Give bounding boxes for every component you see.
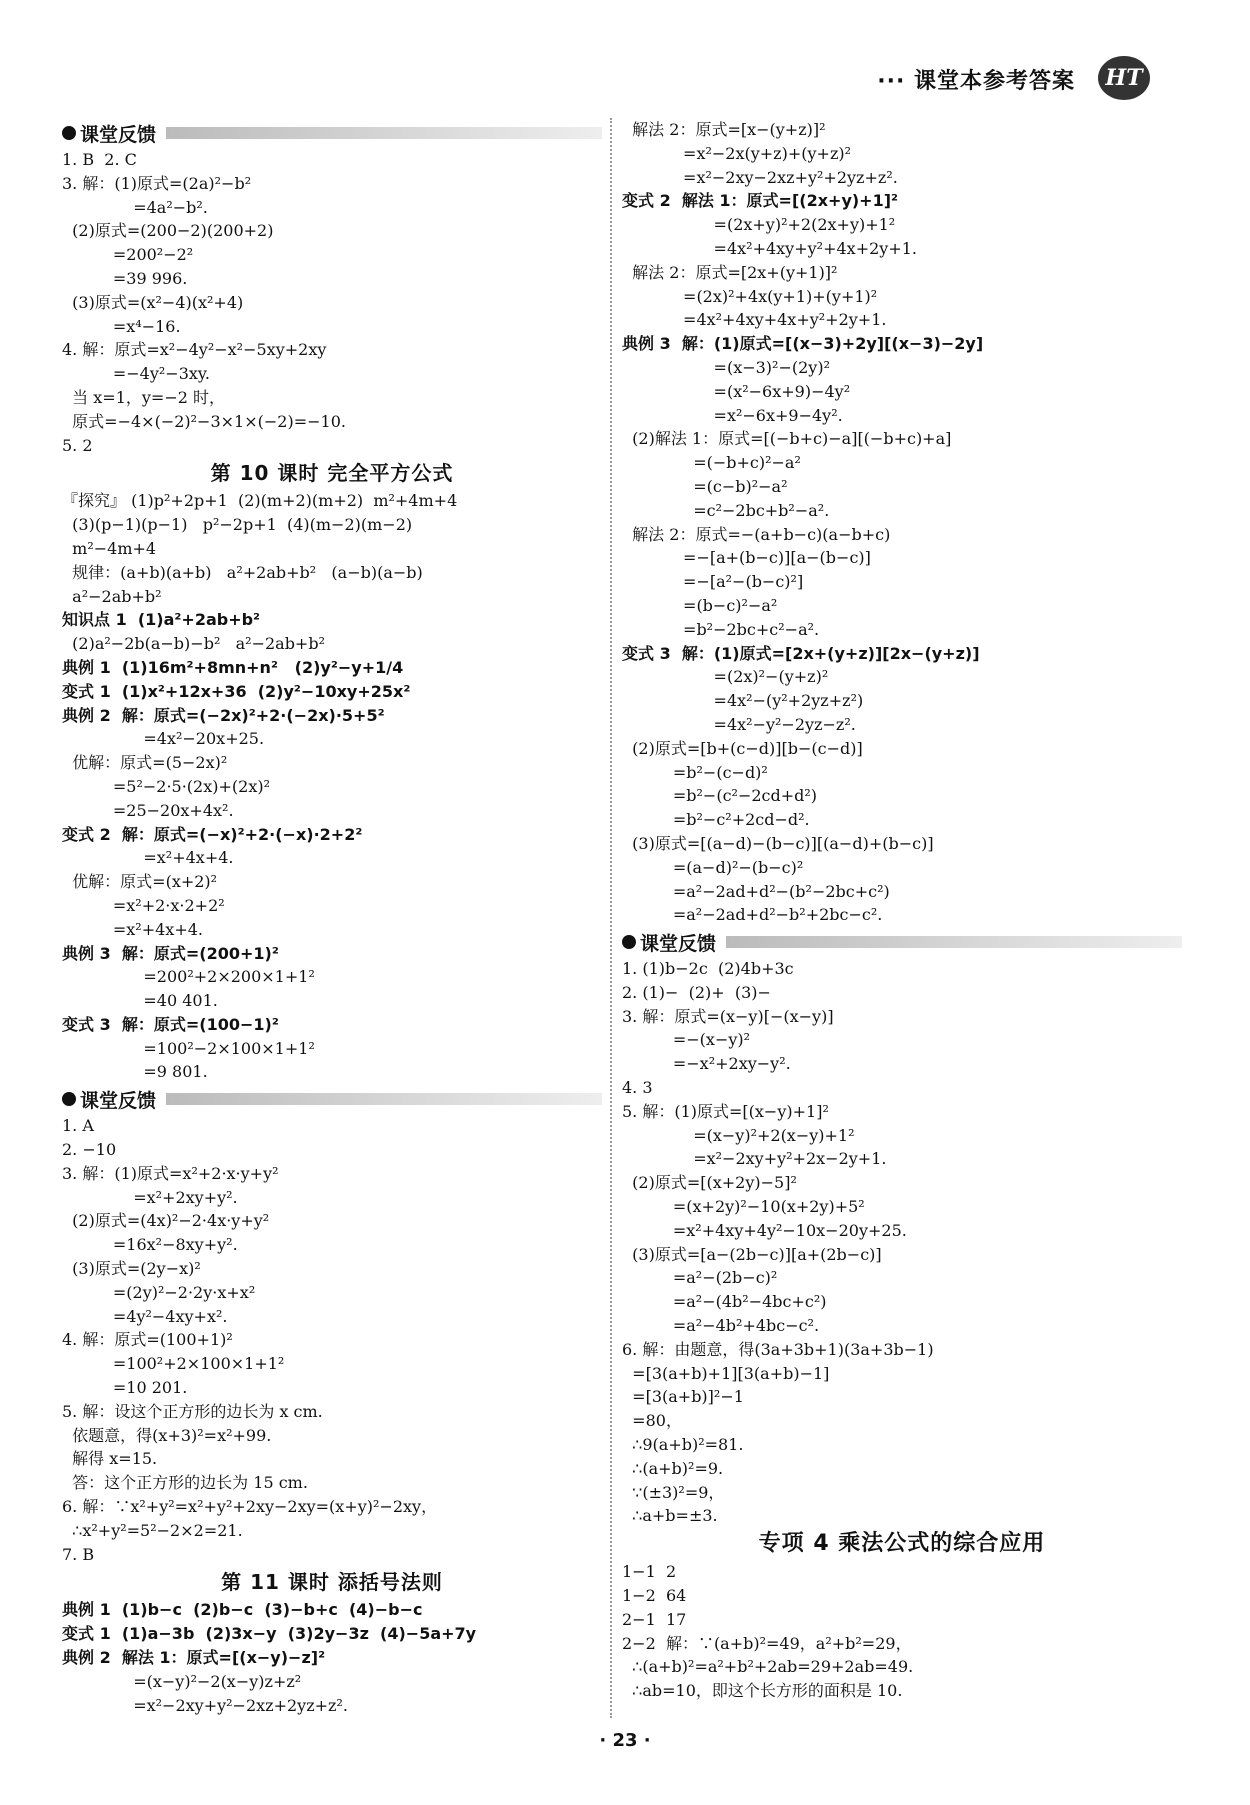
- section-bar: [166, 127, 602, 139]
- answer-line: =a²−2ad+d²−(b²−2bc+c²): [622, 881, 890, 901]
- answer-line: 5. 2: [62, 435, 93, 455]
- answer-line: =(x−3)²−(2y)²: [622, 357, 830, 377]
- answer-line: 4. 3: [622, 1078, 653, 1098]
- answer-line: =4x²−(y²+2yz+z²): [622, 691, 864, 711]
- answer-line: =−4y²−3xy.: [62, 364, 210, 384]
- answer-line: 变式 3 解：(1)原式=[2x+(y+z)][2x−(y+z)]: [622, 643, 980, 663]
- answer-line: 典例 2 解法 1：原式=[(x−y)−z]²: [62, 1648, 326, 1668]
- brand-logo-icon: HT: [1098, 56, 1150, 100]
- bullet-icon: [62, 1092, 76, 1106]
- answer-line: ∵(±3)²=9，: [622, 1482, 725, 1502]
- section-heading-text: 课堂反馈: [80, 1089, 157, 1112]
- answer-line: =4x²−y²−2yz−z².: [622, 714, 856, 734]
- answer-line: 2. −10: [62, 1140, 117, 1160]
- answer-line: =(2x)²+4x(y+1)+(y+1)²: [622, 286, 878, 306]
- answer-line: =−[a+(b−c)][a−(b−c)]: [622, 548, 871, 568]
- answer-line: =x⁴−16.: [62, 316, 181, 336]
- answer-line: 变式 2 解：原式=(−x)²+2·(−x)·2+2²: [62, 824, 363, 844]
- answer-line: 变式 3 解：原式=(100−1)²: [62, 1014, 279, 1034]
- answer-line: =(−b+c)²−a²: [622, 453, 801, 473]
- answer-line: =100²−2×100×1+1²: [62, 1038, 315, 1058]
- answer-line: =200²−2²: [62, 245, 194, 265]
- answer-line: 4. 解：原式=(100+1)²: [62, 1330, 233, 1350]
- section-bar: [166, 1093, 602, 1105]
- answer-line: ∴a+b=±3.: [622, 1506, 718, 1526]
- answer-line: =(2x+y)²+2(2x+y)+1²: [622, 215, 896, 235]
- answer-line: 答：这个正方形的边长为 15 cm.: [62, 1473, 308, 1493]
- answer-line: =a²−(4b²−4bc+c²): [622, 1292, 827, 1312]
- answer-line: =(x²−6x+9)−4y²: [622, 381, 851, 401]
- answer-line: 4. 解：原式=x²−4y²−x²−5xy+2xy: [62, 340, 327, 360]
- answer-line: 6. 解：由题意，得(3a+3b+1)(3a+3b−1): [622, 1339, 934, 1359]
- answer-line: ∴9(a+b)²=81.: [622, 1435, 744, 1455]
- section-heading: [62, 118, 602, 148]
- answer-line: =(x−y)²+2(x−y)+1²: [622, 1125, 855, 1145]
- answer-line: =a²−4b²+4bc−c².: [622, 1316, 820, 1336]
- lesson-title: 专项 4 乘法公式的综合应用: [758, 1531, 1046, 1557]
- answer-line: =x²−2xy−2xz+y²+2yz+z².: [622, 167, 898, 187]
- answer-line: =100²+2×100×1+1²: [62, 1354, 285, 1374]
- answer-line: 变式 1 (1)x²+12x+36 (2)y²−10xy+25x²: [62, 681, 411, 701]
- answer-line: 5. 解：设这个正方形的边长为 x cm.: [62, 1401, 323, 1421]
- answer-line: =9 801.: [62, 1062, 208, 1082]
- answer-line: =x²−2xy+y²+2x−2y+1.: [622, 1149, 887, 1169]
- answer-line: =x²+4x+4.: [62, 919, 203, 939]
- answer-line: ∴(a+b)²=a²+b²+2ab=29+2ab=49.: [622, 1657, 914, 1677]
- answer-line: =b²−2bc+c²−a².: [622, 619, 820, 639]
- answer-line: =x²+2xy+y².: [62, 1187, 238, 1207]
- answer-line: 当 x=1，y=−2 时，: [62, 387, 225, 407]
- answer-line: =(a−d)²−(b−c)²: [622, 857, 804, 877]
- answer-line: =−(x−y)²: [622, 1030, 751, 1050]
- section-bar: [726, 936, 1182, 948]
- section-heading: [622, 927, 1182, 957]
- answer-line: =200²+2×200×1+1²: [62, 967, 315, 987]
- answer-line: 1. A: [62, 1116, 94, 1136]
- lesson-title: 第 10 课时 完全平方公式: [210, 461, 454, 486]
- answer-line: 解法 2：原式=[2x+(y+1)]²: [622, 262, 838, 282]
- answer-line: 典例 2 解：原式=(−2x)²+2·(−2x)·5+5²: [62, 705, 385, 725]
- answer-line: 变式 2 解法 1：原式=[(2x+y)+1]²: [622, 191, 899, 211]
- answer-line: =a²−2ad+d²−b²+2bc−c².: [622, 905, 883, 925]
- answer-line: 3. 解：(1)原式=(2a)²−b²: [62, 173, 252, 193]
- answer-line: a²−2ab+b²: [62, 586, 162, 606]
- answer-line: =[3(a+b)]²−1: [622, 1387, 744, 1407]
- answer-line: (2)原式=[b+(c−d)][b−(c−d)]: [622, 738, 863, 758]
- answer-line: m²−4m+4: [62, 538, 157, 558]
- section-heading-text: 课堂反馈: [640, 932, 717, 955]
- answer-line: (3)原式=[(a−d)−(b−c)][(a−d)+(b−c)]: [622, 833, 934, 853]
- answer-line: =(b−c)²−a²: [622, 595, 778, 615]
- answer-line: =−x²+2xy−y².: [622, 1054, 791, 1074]
- answer-line: =4a²−b².: [62, 197, 208, 217]
- answer-line: =x²+4x+4.: [62, 848, 234, 868]
- answer-line: ∴x²+y²=5²−2×2=21.: [62, 1520, 243, 1540]
- answer-line: =4y²−4xy+x².: [62, 1306, 228, 1326]
- answer-line: (2)解法 1：原式=[(−b+c)−a][(−b+c)+a]: [622, 429, 952, 449]
- answer-line: =−[a²−(b−c)²]: [622, 572, 804, 592]
- answer-line: =x²−2x(y+z)+(y+z)²: [622, 143, 852, 163]
- answer-line: 解法 2：原式=[x−(y+z)]²: [622, 120, 826, 139]
- answer-line: =(x+2y)²−10(x+2y)+5²: [622, 1197, 865, 1217]
- answer-line: =(2y)²−2·2y·x+x²: [62, 1282, 256, 1302]
- answer-line: =x²+4xy+4y²−10x−20y+25.: [622, 1220, 907, 1240]
- answer-line: (2)原式=[(x+2y)−5]²: [622, 1173, 797, 1193]
- lesson-title: 第 11 课时 添括号法则: [221, 1570, 443, 1595]
- answer-line: 典例 1 (1)16m²+8mn+n² (2)y²−y+1/4: [62, 657, 404, 677]
- answer-line: 知识点 1 (1)a²+2ab+b²: [62, 610, 261, 630]
- answer-line: =b²−(c²−2cd+d²): [622, 786, 818, 806]
- answer-line: =4x²+4xy+y²+4x+2y+1.: [622, 238, 917, 258]
- answer-line: (3)原式=[a−(2b−c)][a+(2b−c)]: [622, 1244, 882, 1264]
- answer-line: =10 201.: [62, 1378, 188, 1398]
- answer-line: 6. 解：∵x²+y²=x²+y²+2xy−2xy=(x+y)²−2xy，: [62, 1497, 438, 1517]
- answer-line: (3)原式=(x²−4)(x²+4): [62, 292, 244, 312]
- answer-line: 1. (1)b−2c (2)4b+3c: [622, 959, 794, 979]
- column-divider: [610, 118, 612, 1718]
- page-header-title: ··· 课堂本参考答案: [877, 69, 1075, 94]
- answer-line: =80，: [622, 1411, 682, 1431]
- bullet-icon: [622, 935, 636, 949]
- right-column: [622, 118, 1182, 1703]
- answer-line: ∴(a+b)²=9.: [622, 1458, 724, 1478]
- answer-line: 解法 2：原式=−(a+b−c)(a−b+c): [622, 524, 891, 544]
- answer-line: (3)(p−1)(p−1) p²−2p+1 (4)(m−2)(m−2): [62, 515, 413, 535]
- answer-line: =(c−b)²−a²: [622, 476, 788, 496]
- answer-line: 解得 x=15.: [62, 1449, 158, 1469]
- answer-line: =[3(a+b)+1][3(a+b)−1]: [622, 1363, 830, 1383]
- answer-line: 5. 解：(1)原式=[(x−y)+1]²: [622, 1101, 829, 1121]
- answer-line: (2)原式=(4x)²−2·4x·y+y²: [62, 1211, 270, 1231]
- answer-line: 依题意，得(x+3)²=x²+99.: [62, 1425, 272, 1445]
- answer-line: 『探究』 (1)p²+2p+1 (2)(m+2)(m+2) m²+4m+4: [62, 491, 458, 511]
- answer-line: =39 996.: [62, 268, 188, 288]
- answer-line: 2−1 17: [622, 1609, 687, 1629]
- answer-line: 优解：原式=(x+2)²: [62, 872, 218, 892]
- answer-line: =4x²+4xy+4x+y²+2y+1.: [622, 310, 887, 330]
- answer-line: =b²−c²+2cd−d².: [622, 810, 810, 830]
- answer-line: 2. (1)− (2)+ (3)−: [622, 982, 771, 1002]
- bullet-icon: [62, 126, 76, 140]
- answer-line: 3. 解：原式=(x−y)[−(x−y)]: [622, 1006, 834, 1026]
- answer-line: (2)a²−2b(a−b)−b² a²−2ab+b²: [62, 634, 325, 654]
- answer-line: 2−2 解：∵(a+b)²=49，a²+b²=29，: [622, 1633, 912, 1653]
- answer-line: ∴ab=10，即这个长方形的面积是 10.: [622, 1681, 903, 1701]
- section-heading: [62, 1084, 602, 1114]
- answer-line: (3)原式=(2y−x)²: [62, 1259, 201, 1279]
- answer-line: =a²−(2b−c)²: [622, 1268, 778, 1288]
- answer-line: 1−1 2: [622, 1562, 677, 1582]
- answer-line: 3. 解：(1)原式=x²+2·x·y+y²: [62, 1163, 279, 1183]
- answer-line: 典例 1 (1)b−c (2)b−c (3)−b+c (4)−b−c: [62, 1600, 423, 1620]
- answer-line: 7. B: [62, 1544, 95, 1564]
- answer-line: =16x²−8xy+y².: [62, 1235, 238, 1255]
- answer-line: =4x²−20x+25.: [62, 729, 265, 749]
- answer-line: =(2x)²−(y+z)²: [622, 667, 829, 687]
- section-heading-text: 课堂反馈: [80, 123, 157, 146]
- answer-line: 典例 3 解：(1)原式=[(x−3)+2y][(x−3)−2y]: [622, 334, 984, 354]
- answer-line: 典例 3 解：原式=(200+1)²: [62, 943, 279, 963]
- answer-line: =b²−(c−d)²: [622, 762, 768, 782]
- left-column: [62, 118, 602, 1717]
- answer-line: (2)原式=(200−2)(200+2): [62, 221, 274, 241]
- answer-line: =x²−2xy+y²−2xz+2yz+z².: [62, 1695, 348, 1715]
- answer-line: 变式 1 (1)a−3b (2)3x−y (3)2y−3z (4)−5a+7y: [62, 1624, 477, 1644]
- answer-line: =(x−y)²−2(x−y)z+z²: [62, 1671, 302, 1691]
- answer-line: 1. B 2. C: [62, 150, 137, 169]
- page-number: · 23 ·: [599, 1730, 651, 1751]
- answer-line: 优解：原式=(5−2x)²: [62, 753, 228, 773]
- answer-line: 规律：(a+b)(a+b) a²+2ab+b² (a−b)(a−b): [62, 562, 423, 582]
- answer-line: =x²+2·x·2+2²: [62, 895, 225, 915]
- answer-line: 原式=−4×(−2)²−3×1×(−2)=−10.: [62, 411, 346, 431]
- answer-line: =25−20x+4x².: [62, 800, 234, 820]
- answer-line: =5²−2·5·(2x)+(2x)²: [62, 776, 270, 796]
- answer-line: =40 401.: [62, 991, 218, 1011]
- answer-line: =c²−2bc+b²−a².: [622, 500, 830, 520]
- answer-line: 1−2 64: [622, 1586, 687, 1606]
- answer-line: =x²−6x+9−4y².: [622, 405, 843, 425]
